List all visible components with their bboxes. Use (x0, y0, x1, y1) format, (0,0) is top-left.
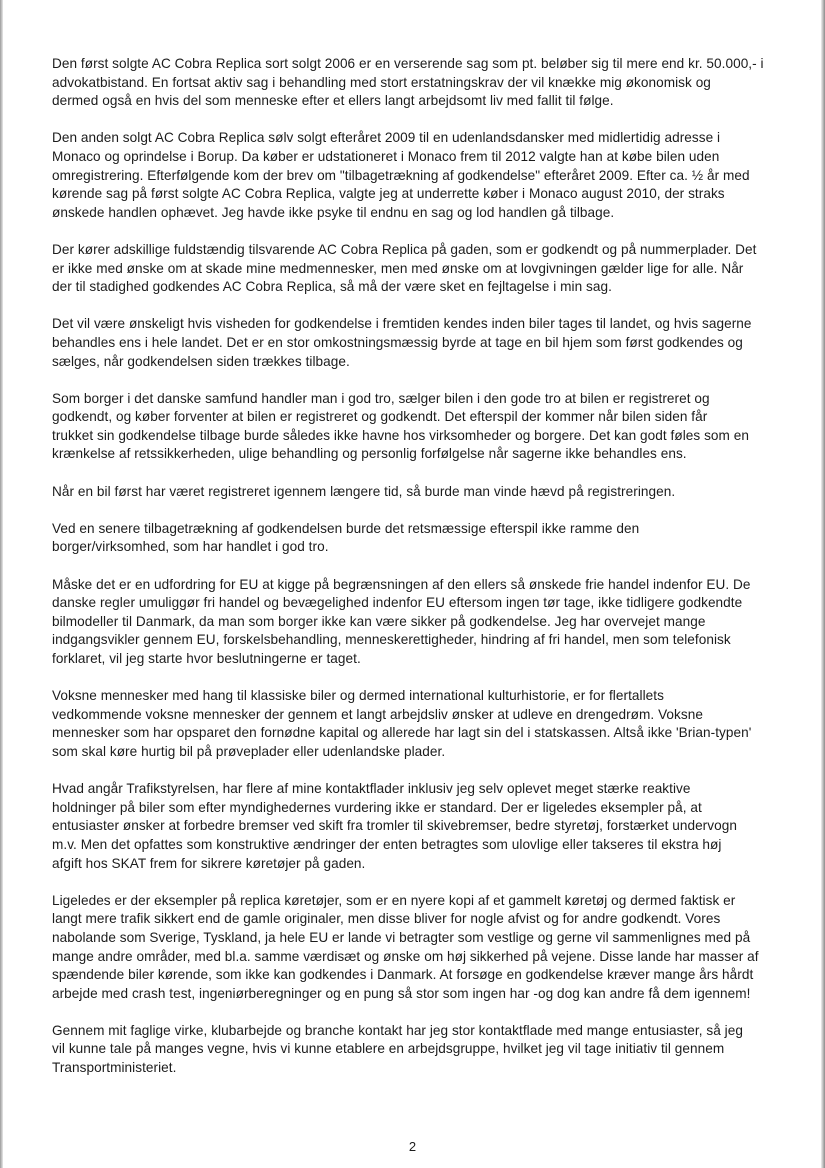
document-body (52, 55, 804, 1096)
paragraph-second-cobra-case: Den anden solgt AC Cobra Replica sølv solgt efteråret 2009 til en udenlandsdansker med midlertidig adresse i Monaco og oprindelse i Borup. Da køber er udstationeret i Monaco frem til 2012 valgte han at købe bilen uden omregistrering. Efterfølgende kom der brev om "tilbagetrækning af godkendelse" efteråret 2009. Efter ca. ½ år med kørende sag på først solgte AC Cobra Replica, valgte jeg at underrette køber i Monaco august 2010, der straks ønskede handlen ophævet. Jeg havde ikke psyke til endnu en sag og lod handlen gå tilbage. (52, 130, 750, 220)
page-number: 2 (408, 1139, 417, 1154)
scan-edge-left (0, 0, 3, 1168)
paragraph-first-cobra-case: Den først solgte AC Cobra Replica sort solgt 2006 er en verserende sag som pt. beløber sig til mere end kr. 50.000,- i advokatbistand. En fortsat aktiv sag i behandling med stort erstatningskrav der vil knække mig økonomisk og dermed også en hvis del som menneske efter et ellers langt arbejdsomt liv med fallit til følge. (52, 56, 764, 109)
paragraph-working-group: Gennem mit faglige virke, klubarbejde og branche kontakt har jeg stor kontaktflade med mange entusiaster, så jeg vil kunne tale på manges vegne, hvis vi kunne etablere en arbejdsgruppe, hvilket jeg vil tage initiativ til gennem Transportministeriet. (52, 1022, 743, 1076)
paragraph-good-faith: Som borger i det danske samfund handler man i god tro, sælger bilen i den gode tro at bilen er registreret og godkendt, og køber forventer at bilen er registreret og godkendt. Det efterspil der kommer når bilen siden får trukket sin godkendelse tilbage burde således ikke havne hos virksomheder og borgere. Det kan godt føles som en krænkelse af retssikkerheden, ulige behandling og personlig forfølgelse når sagerne ikke behandles ens. (52, 390, 749, 462)
paragraph-eu-free-trade: Måske det er en udfordring for EU at kigge på begrænsningen af den ellers så ønskede frie handel indenfor EU. De danske regler umuliggør fri handel og bevægelighed indenfor EU eftersom ingen tør tage, ikke tidligere godkendte bilmodeller til Danmark, da man som borger ikke kan være sikker på godkendelse. Jeg har overvejet mange indgangsvikler gennem EU, forskelsbehandling, menneskerettigheder, hindring af fri handel, men som telefonisk forklaret, vil jeg starte hvor beslutningerne er taget. (52, 576, 751, 666)
paragraph-trafikstyrelsen: Hvad angår Trafikstyrelsen, har flere af mine kontaktflader inklusiv jeg selv oplevet meget stærke reaktive holdninger på biler som efter myndighedernes vurdering ikke er standard. Der er ligeledes eksempler på, at entusiaster ønsker at forbedre bremser ved skift fra tromler til skivebremser, bedre styretøj, forstærket undervogn m.v. Men det opfattes som konstruktive ændringer der enten betragtes som ulovlige eller takseres til ekstra høj afgift hos SKAT frem for sikrere køretøjer på gaden. (52, 781, 737, 871)
scan-edge-right (821, 0, 825, 1168)
paragraph-replica-vehicles: Ligeledes er der eksempler på replica køretøjer, som er en nyere kopi af et gammelt køretøj og dermed faktisk er langt mere trafik sikkert end de gamle originaler, men disse bliver for nogle afvist og for andre godkendt. Vores nabolande som Sverige, Tyskland, ja hele EU er lande vi betragter som vestlige og gerne vil sammenlignes med på mange andre områder, med bl.a. samme værdisæt og ønske om høj sikkerhed på vejene. Disse lande har masser af spændende biler kørende, som ikke kan godkendes i Danmark. At forsøge en godkendelse kræver mange års hårdt arbejde med crash test, ingeniørberegninger og en pung så stor som ingen har -og dog kan andre få dem igennem! (52, 892, 759, 1001)
paragraph-registration-prescription: Når en bil først har været registreret igennem længere tid, så burde man vinde hævd på registreringen. (52, 483, 676, 499)
paragraph-withdrawal-consequences: Ved en senere tilbagetrækning af godkendelsen burde det retsmæssige efterspil ikke ramme den borger/virksomhed, som har handlet i god tro. (52, 520, 640, 555)
paragraph-classic-car-owners: Voksne mennesker med hang til klassiske biler og dermed international kulturhistorie, er for flertallets vedkommende voksne mennesker der gennem et langt arbejdsliv ønsker at udleve en drengedrøm. Voksne mennesker som har opsparet den fornødne kapital og allerede har lagt sin del i statskassen. Altså ikke 'Brian-typen' som skal køre hurtig bil på prøveplader eller udenlandske plader. (52, 688, 752, 759)
paragraph-approval-certainty: Det vil være ønskeligt hvis visheden for godkendelse i fremtiden kendes inden biler tages til landet, og hvis sagerne behandles ens i hele landet. Det er en stor omkostningsmæssig byrde at tage en bil hjem som først godkendes og sælges, når godkendelsen siden trækkes tilbage. (52, 316, 752, 369)
paragraph-similar-cars-approved: Der kører adskillige fuldstændig tilsvarende AC Cobra Replica på gaden, som er godkendt og på nummerplader. Det er ikke med ønske om at skade mine medmennesker, men med ønske om at lovgivningen gælder lige for alle. Når der til stadighed godkendes AC Cobra Replica, så må der være sket en fejltagelse i min sag. (52, 241, 757, 295)
